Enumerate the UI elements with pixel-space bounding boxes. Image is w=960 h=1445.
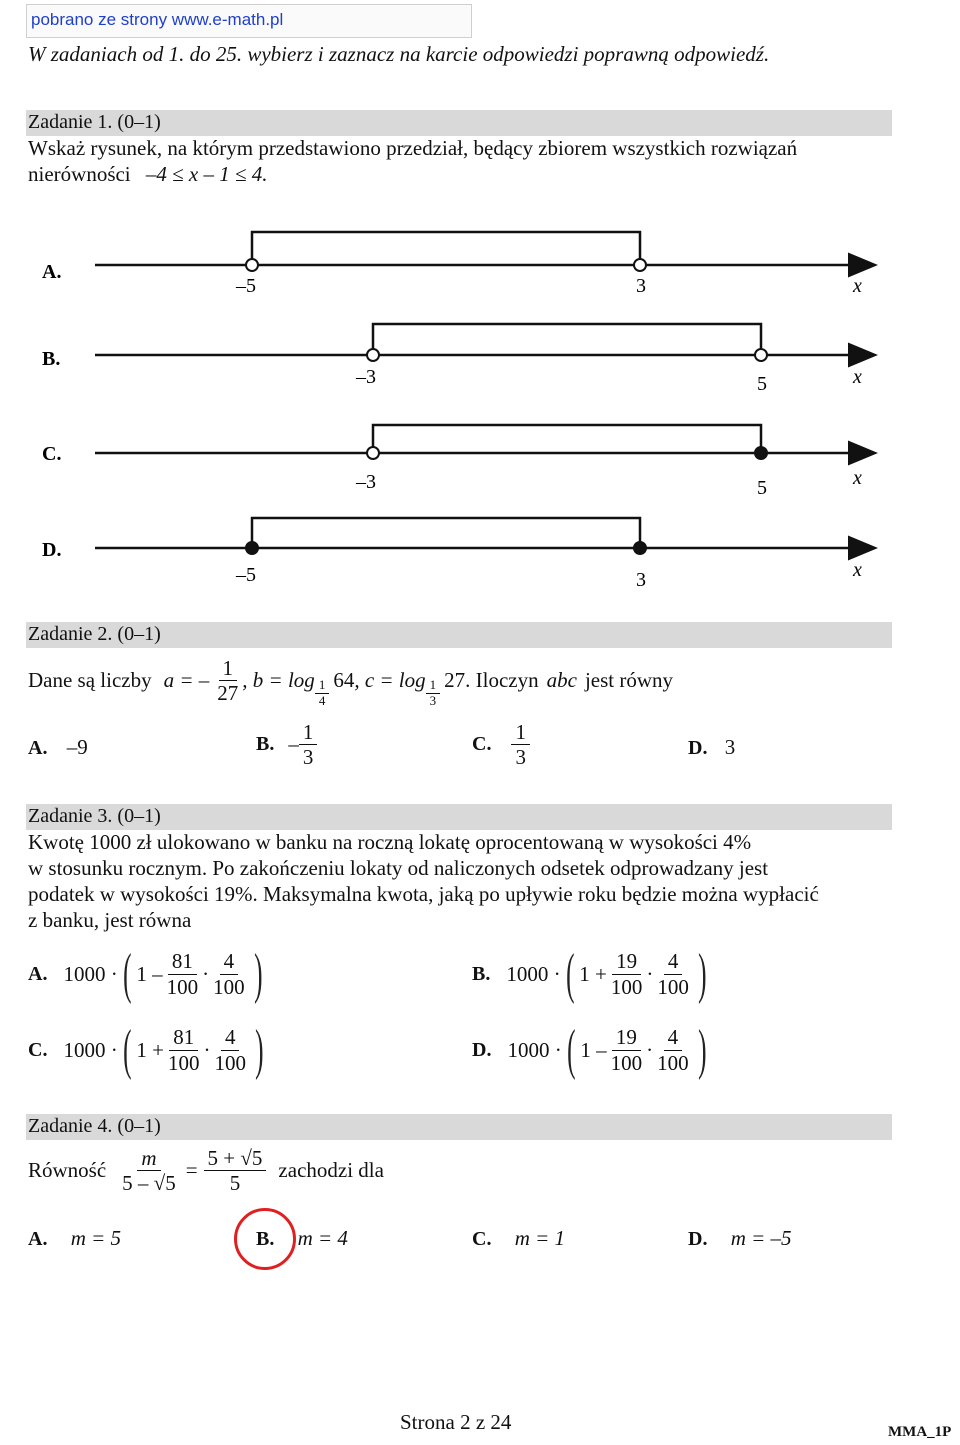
- task2-answer-b-label: B.: [256, 733, 275, 756]
- task4-answer-c-label: C.: [472, 1228, 492, 1250]
- task2-answer-b-num: 1: [299, 720, 318, 745]
- task4-answer-c[interactable]: [472, 1226, 565, 1251]
- task3-line3: podatek w wysokości 19%. Maksymalna kwota, jaką po upływie roku będzie można wypłacić: [28, 882, 819, 906]
- option-c-interval-bracket: [373, 425, 761, 453]
- task4-answer-c-value: m = 1: [514, 1226, 566, 1250]
- task3-answer-a-dot: ·: [202, 961, 210, 986]
- task3-answer-d-frac2: [653, 1025, 693, 1074]
- instructions: W zadaniach od 1. do 25. wybierz i zaznacz na karcie odpowiedzi poprawną odpowiedź.: [28, 42, 770, 66]
- task3-answer-a-left-paren: (: [122, 943, 132, 1005]
- task2-answer-d-label: D.: [688, 737, 708, 759]
- task4-lhs-fraction: [118, 1146, 180, 1195]
- task4-answer-a-value: m = 5: [70, 1226, 122, 1250]
- task2-answer-b[interactable]: [256, 720, 317, 769]
- task3-answer-d-n2: 4: [664, 1025, 683, 1050]
- option-a-right-open-point: [634, 259, 646, 271]
- option-a-right-value: 3: [636, 275, 646, 297]
- option-c-left-value: –3: [356, 471, 376, 493]
- option-b-axis-label: x: [853, 366, 862, 388]
- task3-answer-d-label: D.: [472, 1038, 492, 1061]
- option-c-label: C.: [42, 443, 62, 465]
- task4-suffix: zachodzi dla: [278, 1158, 384, 1183]
- task3-answer-c-right-paren: ): [255, 1019, 264, 1081]
- task2-prefix: Dane są liczby: [28, 667, 152, 692]
- task3-answer-c-frac2: [210, 1025, 250, 1074]
- option-d-number-line[interactable]: [42, 518, 873, 591]
- task1-number-lines: [0, 220, 960, 610]
- option-a-label: A.: [42, 261, 62, 283]
- task2-b-base: [315, 678, 330, 709]
- option-c-right-value: 5: [757, 477, 767, 499]
- task2-c-lhs: , c = log: [354, 667, 426, 692]
- task3-answer-a-n1: 81: [168, 949, 197, 974]
- task3-answer-d-d2: 100: [657, 1050, 689, 1075]
- task3-answer-c-dot: ·: [203, 1037, 211, 1062]
- task2-answer-b-den: 3: [302, 745, 314, 770]
- task4-answer-b[interactable]: [256, 1226, 348, 1251]
- option-d-right-value: 3: [636, 569, 646, 591]
- task1-inequality: –4 ≤ x – 1 ≤ 4.: [145, 162, 268, 186]
- task1-title: Zadanie 1. (0–1): [28, 111, 161, 133]
- task2-a-denominator: 27: [217, 680, 239, 705]
- task2-a-lhs: a = –: [163, 667, 210, 692]
- option-b-left-open-point: [367, 349, 379, 361]
- task3-answer-b-op: 1 +: [579, 961, 607, 986]
- option-d-left-value: –5: [236, 564, 256, 586]
- option-b-right-open-point: [755, 349, 767, 361]
- task4-answer-a-label: A.: [28, 1228, 48, 1250]
- task3-answer-a-d2: 100: [213, 974, 245, 999]
- task3-answer-d-base: 1000 ·: [507, 1037, 562, 1062]
- task4-answer-b-value: m = 4: [297, 1226, 348, 1250]
- task3-answer-a-d1: 100: [166, 974, 199, 999]
- option-a-axis-label: x: [853, 275, 862, 297]
- option-b-right-value: 5: [757, 373, 767, 395]
- task4-answer-a[interactable]: [28, 1226, 121, 1251]
- page-number: Strona 2 z 24: [400, 1410, 512, 1434]
- task4-statement: [28, 1146, 384, 1195]
- task2-product: abc: [546, 667, 577, 692]
- task3-answer-c-left-paren: (: [122, 1019, 132, 1081]
- task3-answer-a-op: 1 –: [136, 961, 163, 986]
- task4-answer-d-value: m = –5: [730, 1226, 792, 1250]
- task3-answer-a-frac1: [163, 949, 203, 998]
- task2-c-base: [426, 678, 441, 709]
- task2-suffix-2: jest równy: [584, 667, 674, 692]
- task2-suffix-1: . Iloczyn: [465, 667, 539, 692]
- task4-lhs-den: 5 – √5: [122, 1171, 176, 1196]
- task4-title: Zadanie 4. (0–1): [28, 1115, 161, 1137]
- task3-answer-c-frac1: [164, 1025, 204, 1074]
- task3-answer-a-frac2: [209, 949, 249, 998]
- option-c-number-line[interactable]: [42, 425, 873, 499]
- task3-title: Zadanie 3. (0–1): [28, 805, 161, 827]
- task2-answer-a-value: –9: [66, 735, 88, 759]
- task3-answer-a-n2: 4: [220, 949, 239, 974]
- task2-answer-c-num: 1: [511, 720, 530, 745]
- task3-answer-c-d2: 100: [214, 1050, 246, 1075]
- task2-title: Zadanie 2. (0–1): [28, 623, 161, 645]
- task1-line2: [28, 162, 268, 187]
- task3-answer-a-label: A.: [28, 962, 48, 985]
- task3-line4: z banku, jest równa: [28, 908, 192, 932]
- task4-answer-d[interactable]: [688, 1226, 792, 1251]
- task3-answer-b-left-paren: (: [565, 943, 575, 1005]
- task3-answer-d[interactable]: [472, 1019, 711, 1081]
- task3-answer-c-d1: 100: [167, 1050, 200, 1075]
- option-d-axis-label: x: [853, 559, 862, 581]
- task2-c-base-num: 1: [426, 678, 441, 694]
- task3-answer-b-n2: 4: [664, 949, 683, 974]
- option-b-interval-bracket: [373, 324, 761, 355]
- task3-answer-d-left-paren: (: [566, 1019, 576, 1081]
- task2-answer-b-sign: –: [288, 732, 299, 757]
- task3-line1: Kwotę 1000 zł ulokowano w banku na roczną lokatę oprocentowaną w wysokości 4%: [28, 830, 752, 854]
- task3-answer-c[interactable]: [28, 1019, 269, 1081]
- option-a-left-open-point: [246, 259, 258, 271]
- task4-answer-b-label: B.: [256, 1228, 275, 1250]
- option-c-left-open-point: [367, 447, 379, 459]
- task3-answer-c-n1: 81: [169, 1025, 198, 1050]
- task2-answer-d-value: 3: [724, 735, 736, 759]
- task2-b-lhs: , b = log: [242, 667, 315, 692]
- task1-line2-text: nierówności: [28, 162, 131, 186]
- task3-answer-d-op: 1 –: [580, 1037, 607, 1062]
- task2-answer-c-label: C.: [472, 733, 492, 756]
- task3-answer-d-right-paren: ): [697, 1019, 707, 1081]
- task3-answer-c-base: 1000 ·: [63, 1037, 118, 1062]
- task3-answer-b-right-paren: ): [697, 943, 707, 1005]
- task3-answer-a[interactable]: [28, 943, 267, 1005]
- option-c-right-closed-point: [755, 447, 767, 459]
- task4-equals: =: [185, 1158, 198, 1183]
- task2-b-base-num: 1: [315, 678, 330, 694]
- task4-rhs-den: 5: [229, 1171, 241, 1196]
- task3-answer-d-frac1: [607, 1025, 647, 1074]
- option-b-label: B.: [42, 348, 61, 370]
- task2-answer-a-label: A.: [28, 737, 48, 759]
- task3-answer-d-d1: 100: [610, 1050, 643, 1075]
- task3-answer-a-base: 1000 ·: [63, 961, 118, 986]
- task2-statement: [28, 652, 673, 709]
- task2-c-base-den: 3: [429, 692, 437, 708]
- task3-line2: w stosunku rocznym. Po zakończeniu lokaty od naliczonych odsetek odprowadzany jest: [28, 856, 769, 880]
- task3-answer-b-frac2: [653, 949, 693, 998]
- task2-answer-d[interactable]: [688, 735, 735, 760]
- task3-answer-b-label: B.: [472, 962, 491, 985]
- task4-answer-d-label: D.: [688, 1228, 708, 1250]
- task4-rhs-fraction: [204, 1146, 267, 1195]
- option-d-interval-bracket: [252, 518, 640, 548]
- task4-lhs-num: m: [137, 1146, 160, 1171]
- option-b-left-value: –3: [356, 366, 376, 388]
- task2-answer-b-fraction: [299, 720, 318, 769]
- task2-a-fraction: [213, 656, 242, 705]
- task2-answer-a[interactable]: [28, 735, 88, 760]
- option-a-left-value: –5: [236, 275, 256, 297]
- task3-answer-b-dot: ·: [646, 961, 654, 986]
- task2-answer-c-den: 3: [515, 745, 526, 770]
- source-link[interactable]: pobrano ze strony www.e-math.pl: [26, 4, 472, 38]
- task4-rhs-num: 5 + √5: [204, 1146, 267, 1171]
- option-c-axis-label: x: [853, 467, 862, 489]
- task3-answer-b[interactable]: [472, 943, 712, 1005]
- task3-answer-b-n1: 19: [612, 949, 641, 974]
- task1-line1: Wskaż rysunek, na którym przedstawiono przedział, będący zbiorem wszystkich rozwiązań: [28, 136, 798, 160]
- task3-answer-c-n2: 4: [221, 1025, 240, 1050]
- task2-b-base-den: 4: [318, 692, 326, 708]
- task3-answer-b-d1: 100: [610, 974, 643, 999]
- task3-answer-d-n1: 19: [612, 1025, 641, 1050]
- task2-answer-c[interactable]: [472, 720, 530, 769]
- task3-answer-c-op: 1 +: [136, 1037, 164, 1062]
- option-d-right-closed-point: [634, 542, 646, 554]
- task3-answer-b-base: 1000 ·: [506, 961, 561, 986]
- option-b-number-line[interactable]: [42, 324, 873, 395]
- task2-a-numerator: 1: [219, 656, 238, 681]
- option-d-label: D.: [42, 539, 62, 561]
- option-a-interval-bracket: [252, 232, 640, 265]
- task3-answer-a-right-paren: ): [253, 943, 263, 1005]
- task3-answer-b-d2: 100: [657, 974, 689, 999]
- exam-code: MMA_1P: [888, 1424, 952, 1440]
- task2-answer-c-fraction: [511, 720, 530, 769]
- option-d-left-closed-point: [246, 542, 258, 554]
- task3-answer-b-frac1: [607, 949, 647, 998]
- task2-b-arg: 64: [333, 667, 355, 692]
- option-a-number-line[interactable]: [42, 232, 873, 297]
- task3-answer-d-dot: ·: [646, 1037, 654, 1062]
- task4-prefix: Równość: [28, 1158, 107, 1183]
- task3-answer-c-label: C.: [28, 1038, 48, 1061]
- task2-c-arg: 27: [444, 667, 466, 692]
